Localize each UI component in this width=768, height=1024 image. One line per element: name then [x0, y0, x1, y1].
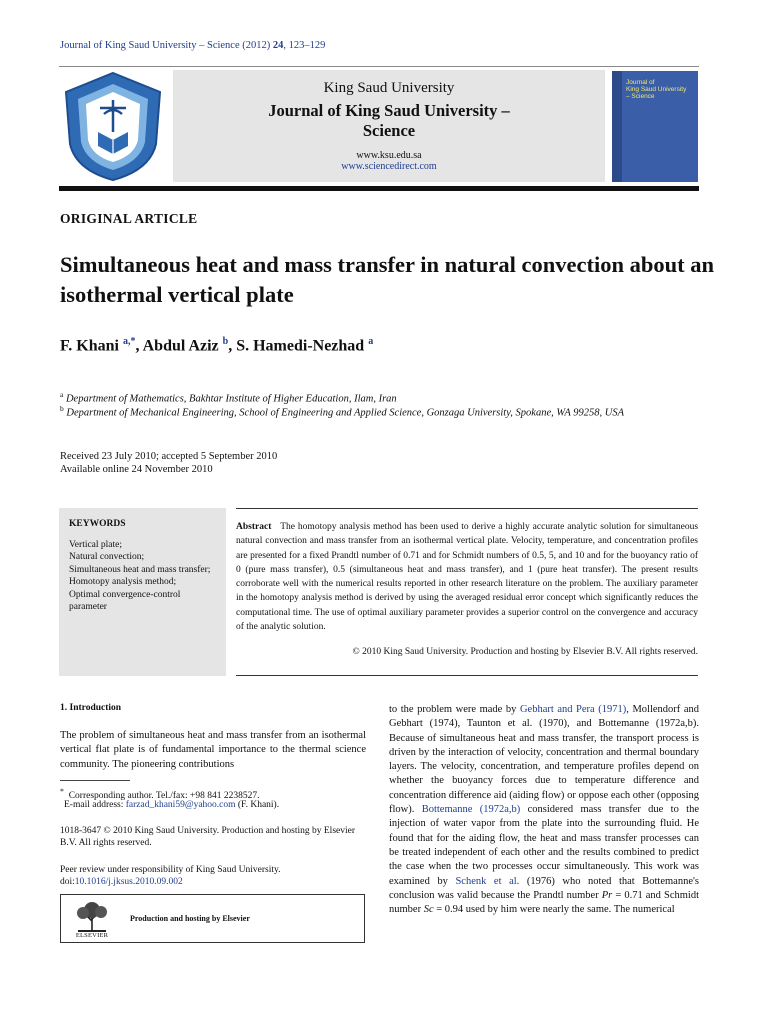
text-run: , Mollendorf and Gebhart (1974), Taunton et al. (1970), and Bottemanne (1972a,b). Because of simultaneous heat and mass transfer, the transport process is driven by the interaction of velocity, concentration and thermal boundary layers. The velocity, concentration, and temperature profiles depend on whether the buoyancy forces due to temperature difference and concentration difference aid (aiding flow) or oppose each other (opposing flow).: [389, 704, 699, 816]
journal-reference-text: Journal of King Saud University – Science (2012): [60, 40, 273, 51]
url-sciencedirect[interactable]: www.sciencedirect.com: [341, 161, 437, 172]
author-affiliation-mark[interactable]: a: [368, 336, 374, 347]
cover-title: [626, 79, 686, 100]
peer-review-notice: [60, 864, 366, 889]
doi-line: [60, 876, 366, 888]
footnote-rule: [60, 780, 130, 781]
journal-reference: [60, 40, 325, 51]
affiliation-mark: b: [60, 404, 64, 413]
text-run: considered mass transfer due to the injection of water vapor from the plate into the surrounding fluid. He found that for the aiding flow, the heat and mass transfer processes can be treated independent of each other and the results combined to predict the case when the two processes occur simultaneously. This work was examined by: [389, 804, 700, 887]
doi-prefix: doi:: [60, 877, 75, 888]
introduction-paragraph: The problem of simultaneous heat and mass transfer from an isothermal vertical flat plate is of fundamental importance to the thermal science community. The pioneering contributions: [60, 730, 366, 770]
author-affiliation-mark[interactable]: b: [222, 336, 229, 347]
abstract: [236, 520, 698, 634]
journal-name-line1: Journal of King Saud University –: [268, 101, 510, 120]
citation-link[interactable]: Bottemanne (1972a,b): [421, 804, 521, 816]
keywords-heading: KEYWORDS: [69, 519, 126, 529]
keywords-box: [59, 508, 226, 676]
keywords-list: [69, 539, 219, 613]
journal-name-line2: Science: [362, 121, 416, 140]
text-run: = 0.94 used by him were nearly the same. The numerical: [433, 904, 675, 916]
publisher-name: King Saud University: [323, 80, 455, 96]
doi-link[interactable]: 10.1016/j.jksus.2010.09.002: [74, 877, 183, 888]
email-label: E-mail address:: [64, 800, 126, 810]
affiliation: [60, 402, 680, 420]
keyword-item: Vertical plate;: [69, 540, 123, 550]
affiliation-text: Department of Mechanical Engineering, School of Engineering and Applied Science, Gonzaga University, Spokane, WA 99258, USA: [66, 407, 624, 419]
journal-volume: 24: [272, 40, 284, 51]
elsevier-hosting-text: Production and hosting by Elsevier: [130, 914, 250, 923]
copyright-notice: 1018-3647 © 2010 King Saud University. Production and hosting by Elsevier B.V. All rights reserved.: [60, 826, 356, 849]
header-top-rule: [59, 66, 699, 67]
elsevier-hosting-box: [60, 894, 365, 943]
citation-link[interactable]: Gebhart and Pera (1971): [519, 704, 627, 715]
author-name: F. Khani: [60, 337, 119, 355]
abstract-text: The homotopy analysis method has been used to derive a highly accurate analytic solution for simultaneous natural convection and mass transfer from an isothermal vertical plate. Velocity, temperature, and concentration profiles are presented for a fixed Prandtl number of 0.71 and for Schmidt numbers of 0.5, 5, and 10 and for the buoyancy ratio of 0 (pure mass transfer), 0.5 (simultaneous heat and mass transfer), and 1 (pure heat transfer). The present results corroborate well with the numerical results reported in other research literature on the problem. The auxiliary parameter in the homotopy analysis method is derived by using the averaged residual error concept which significantly reduces the computational time. The use of optimal auxiliary parameter provides a superior control on the convergence and accuracy of the analytic solution.: [236, 522, 699, 633]
citation-link[interactable]: Schenk et al.: [455, 875, 520, 887]
prandtl-symbol: Pr: [601, 889, 613, 901]
text-run: = 0.71 and Schmidt number: [389, 889, 699, 916]
elsevier-name: ELSEVIER: [75, 932, 109, 939]
email-footnote: [64, 800, 279, 810]
received-date: Received 23 July 2010; accepted 5 September 2010: [60, 451, 278, 462]
email-link[interactable]: farzad_khani59@yahoo.com: [125, 800, 236, 810]
journal-cover-thumbnail: [612, 71, 698, 182]
journal-name: [173, 101, 605, 141]
cover-title-line1: Journal of: [626, 79, 655, 86]
email-suffix: (F. Khani).: [235, 800, 280, 810]
abstract-top-rule: [236, 508, 698, 509]
keyword-item: Natural convection;: [69, 552, 145, 563]
affiliation-text: Department of Mathematics, Bakhtar Institute of Higher Education, Ilam, Iran: [65, 393, 397, 405]
cover-spine: [612, 71, 622, 182]
abstract-bottom-rule: [236, 675, 698, 676]
schmidt-symbol: Sc: [423, 904, 434, 916]
ksu-seal-logo: [60, 70, 166, 182]
cover-title-line3: – Science: [626, 93, 655, 100]
journal-header-box: [173, 70, 605, 182]
cover-title-line2: King Saud University: [626, 86, 687, 93]
peer-review-text: Peer review under responsibility of King Saud University.: [60, 865, 281, 875]
corresponding-author-text: Corresponding author. Tel./fax: +98 841 2238527.: [68, 791, 260, 802]
affiliation-mark: a: [60, 390, 64, 399]
text-run: to the problem were made by: [389, 704, 520, 715]
abstract-label: Abstract: [236, 522, 272, 532]
author-affiliation-mark[interactable]: a,*: [123, 336, 136, 347]
abstract-copyright: © 2010 King Saud University. Production and hosting by Elsevier B.V. All rights reserved.: [352, 647, 698, 657]
article-type: ORIGINAL ARTICLE: [60, 211, 198, 226]
url-ksu[interactable]: www.ksu.edu.sa: [356, 150, 422, 161]
author-list: F. Khani $^{a,*}$, Abdul Aziz $^b$, S. Hamedi-Nezhad $^a$: [60, 336, 374, 355]
available-date: Available online 24 November 2010: [60, 464, 213, 475]
article-title: Simultaneous heat and mass transfer in natural convection about an isothermal vertical plate: [60, 252, 715, 307]
header-bottom-rule: [59, 186, 699, 191]
keyword-item: Optimal convergence-control parameter: [69, 589, 181, 613]
author-name: S. Hamedi-Nezhad: [236, 337, 365, 355]
keyword-item: Simultaneous heat and mass transfer;: [69, 564, 211, 575]
author-name: Abdul Aziz: [142, 337, 219, 355]
keyword-item: Homotopy analysis method;: [69, 577, 177, 588]
section-heading-introduction: 1. Introduction: [60, 703, 122, 713]
journal-pages: , 123–129: [283, 40, 326, 51]
asterisk-mark: *: [60, 787, 64, 796]
introduction-paragraph-column2: [389, 703, 699, 917]
text-run: (1976) who noted that Bottemanne's conclusion was valid because the Prandtl number: [389, 875, 699, 901]
